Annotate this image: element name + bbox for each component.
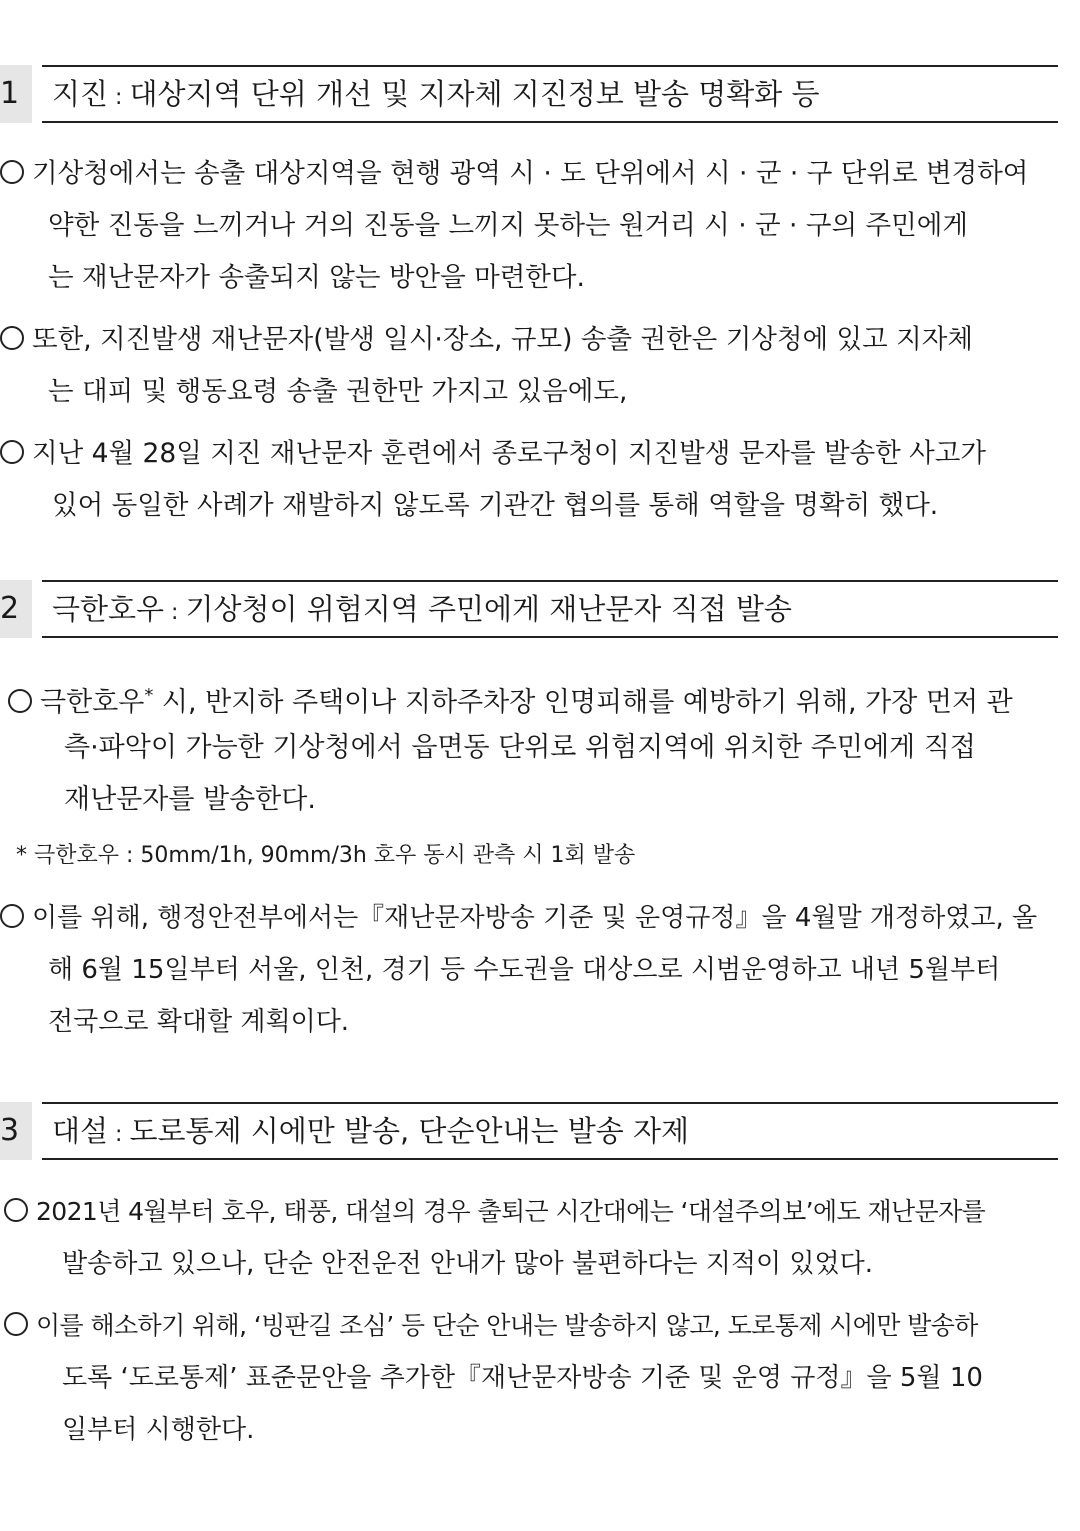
item-line — [4, 1186, 985, 1238]
item-line — [0, 366, 973, 418]
circle-bullet-icon — [0, 160, 24, 184]
item-line — [0, 996, 1037, 1048]
item-text: 측·파악이 가능한 기상청에서 읍면동 단위로 위험지역에 위치한 주민에게 직접 — [64, 732, 976, 763]
section-number: 2 — [0, 580, 32, 638]
item-text: 재난문자를 발송한다. — [64, 784, 316, 815]
item-line — [0, 944, 1037, 996]
item-text: 도록 ‘도로통제’ 표준문안을 추가한『재난문자방송 기준 및 운영 규정』을 5월 10 — [62, 1363, 983, 1393]
rule-bottom — [42, 636, 1058, 638]
section-1 — [0, 65, 1080, 123]
circle-bullet-icon — [4, 1312, 28, 1336]
bullet-item — [4, 1300, 983, 1456]
item-line — [0, 148, 1028, 200]
section-title-tail: 대상지역 단위 개선 및 지자체 지진정보 발송 명확화 등 — [129, 77, 820, 111]
bullet-item — [0, 892, 1037, 1048]
item-text: 해 6월 15일부터 서울, 인천, 경기 등 수도권을 대상으로 시범운영하고 내년 5월부터 — [48, 955, 1001, 985]
circle-bullet-icon — [8, 689, 32, 713]
section-header — [0, 580, 1080, 638]
section-title-head: 대설 — [52, 1114, 109, 1148]
footnote-marker: * — [144, 685, 154, 706]
section-header — [0, 1102, 1080, 1160]
section-title — [52, 65, 820, 123]
bullet-item — [0, 428, 986, 532]
section-number: 3 — [0, 1102, 32, 1160]
section-title-head: 지진 — [52, 77, 109, 111]
item-line — [4, 1238, 985, 1290]
section-title-colon: : — [108, 85, 130, 110]
bullet-item — [0, 148, 1028, 304]
item-line — [4, 1352, 983, 1404]
item-text: 있어 동일한 사례가 재발하지 않도록 기관간 협의를 통해 역할을 명확히 했다. — [52, 490, 939, 521]
item-line — [8, 774, 1013, 826]
section-3 — [0, 1102, 1080, 1160]
item-line — [0, 480, 986, 532]
section-title-colon: : — [164, 600, 186, 625]
section-title — [52, 580, 792, 638]
item-text: 이를 위해, 행정안전부에서는『재난문자방송 기준 및 운영규정』을 4월말 개정하였고, 올 — [32, 903, 1038, 933]
bullet-item — [0, 314, 973, 418]
section-title-tail: 도로통제 시에만 발송, 단순안내는 발송 자제 — [129, 1114, 689, 1148]
circle-bullet-icon — [0, 440, 24, 464]
circle-bullet-icon — [0, 326, 24, 350]
item-text: 는 대피 및 행동요령 송출 권한만 가지고 있음에도, — [48, 376, 628, 407]
rule-bottom — [42, 121, 1058, 123]
item-text: 는 재난문자가 송출되지 않는 방안을 마련한다. — [48, 262, 585, 293]
item-text: 지난 4월 28일 지진 재난문자 훈련에서 종로구청이 지진발생 문자를 발송한 사고가 — [32, 438, 986, 469]
item-line — [8, 722, 1013, 774]
section-header — [0, 65, 1080, 123]
item-text: 이를 해소하기 위해, ‘빙판길 조심’ 등 단순 안내는 발송하지 않고, 도로통제 시에만 발송하 — [36, 1311, 978, 1340]
item-text: 기상청에서는 송출 대상지역을 현행 광역 시 · 도 단위에서 시 · 군 · 구 단위로 변경하여 — [32, 158, 1029, 189]
section-title-head: 극한호우 — [52, 592, 165, 626]
item-text: 약한 진동을 느끼거나 거의 진동을 느끼지 못하는 원거리 시 · 군 · 구의 주민에게 — [48, 210, 968, 241]
item-line — [4, 1300, 983, 1352]
section-title-colon: : — [108, 1122, 130, 1147]
item-line — [4, 1404, 983, 1456]
item-text: 극한호우 — [40, 687, 145, 718]
circle-bullet-icon — [0, 904, 24, 928]
rule-bottom — [42, 1158, 1058, 1160]
item-line — [0, 200, 1028, 252]
section-number: 1 — [0, 65, 32, 123]
bullet-item — [4, 1186, 985, 1290]
item-line — [0, 252, 1028, 304]
section-title — [52, 1102, 689, 1160]
bullet-item — [8, 670, 1013, 826]
footnote: * 극한호우 : 50mm/1h, 90mm/3h 호우 동시 관측 시 1회 발송 — [16, 843, 636, 868]
section-2 — [0, 580, 1080, 638]
item-text: 시, 반지하 주택이나 지하주차장 인명피해를 예방하기 위해, 가장 먼저 관 — [153, 687, 1013, 718]
item-line — [0, 428, 986, 480]
item-text: 2021년 4월부터 호우, 태풍, 대설의 경우 출퇴근 시간대에는 ‘대설주의보’에도 재난문자를 — [36, 1197, 986, 1226]
item-line — [0, 892, 1037, 944]
section-title-tail: 기상청이 위험지역 주민에게 재난문자 직접 발송 — [185, 592, 792, 626]
item-line — [0, 314, 973, 366]
item-text: 발송하고 있으나, 단순 안전운전 안내가 많아 불편하다는 지적이 있었다. — [62, 1249, 874, 1279]
item-text: 전국으로 확대할 계획이다. — [48, 1007, 350, 1037]
item-text: 또한, 지진발생 재난문자(발생 일시·장소, 규모) 송출 권한은 기상청에 있고 지자체 — [32, 324, 973, 355]
item-line — [8, 670, 1013, 722]
item-text: 일부터 시행한다. — [62, 1415, 255, 1445]
circle-bullet-icon — [4, 1198, 28, 1222]
